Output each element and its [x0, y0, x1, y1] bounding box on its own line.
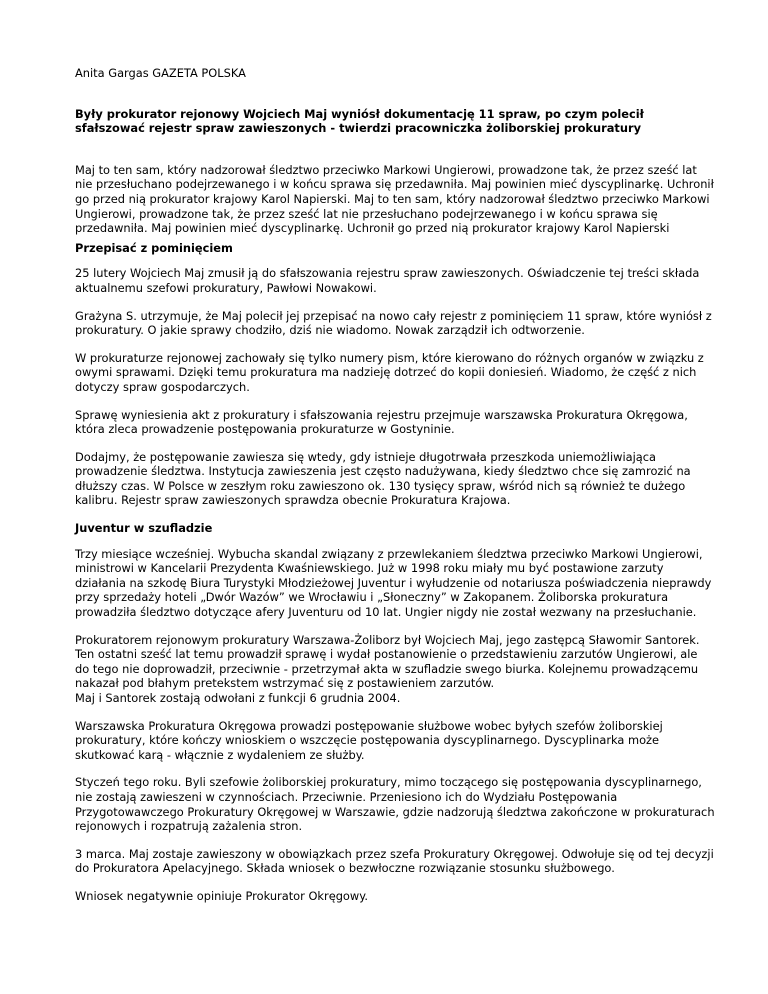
paragraph: 3 marca. Maj zostaje zawieszony w obowiązkach przez szefa Prokuratury Okręgowej. Odwołuje się od tej decyzji do Prokuratora Apelacyjnego. Składa wniosek o bezwłoczne rozwiązanie stosunku służbowego.	[75, 846, 714, 876]
byline: Anita Gargas GAZETA POLSKA	[75, 66, 246, 80]
document-page	[75, 66, 715, 917]
paragraph: Prokuratorem rejonowym prokuratury Warszawa-Żoliborz był Wojciech Maj, jego zastępcą Sławomir Santorek. Ten ostatni sześć lat temu prowadził sprawę i wydał postanowienie o przedstawieniu zarzutów Ungierowi, ale do tego nie doprowadził, przeciwnie - przetrzymał akta w szufladzie swego biurka. Kolejnemu prowadzącemu nakazał pod błahym pretekstem wstrzymać się z postawieniem zarzutów. Maj i Santorek zostają odwołani z funkcji 6 grudnia 2004.	[75, 632, 700, 705]
paragraph: Styczeń tego roku. Byli szefowie żoliborskiej prokuratury, mimo toczącego się postępowania dyscyplinarnego, nie zostają zawieszeni w czynnościach. Przeciwnie. Przeniesiono ich do Wydziału Postępowania Przygotowawczego Prokuratury Okręgowej w Warszawie, gdzie nadzorują śledztwa zakończone w prokuraturach rejonowych i rozpatrują zażalenia stron.	[75, 775, 715, 834]
section-heading-juventur: Juventur w szufladzie	[75, 521, 213, 536]
article-lead: Były prokurator rejonowy Wojciech Maj wyniósł dokumentację 11 spraw, po czym polecił sfałszować rejestr spraw zawieszonych - twierdzi pracowniczka żoliborskiej prokuratury	[75, 106, 644, 136]
section-heading-przepisac: Przepisać z pominięciem	[75, 240, 233, 255]
paragraph: Grażyna S. utrzymuje, że Maj polecił jej przepisać na nowo cały rejestr z pominięciem 11 spraw, które wyniósł z prokuratury. O jakie sprawy chodziło, dziś nie wiadomo. Nowak zarządził ich odtworzenie.	[75, 308, 712, 338]
paragraph: Sprawę wyniesienia akt z prokuratury i sfałszowania rejestru przejmuje warszawska Prokuratura Okręgowa, która zleca prowadzenie postępowania prokuraturze w Gostyninie.	[75, 407, 688, 437]
paragraph: Wniosek negatywnie opiniuje Prokurator Okręgowy.	[75, 888, 368, 903]
paragraph: W prokuraturze rejonowej zachowały się tylko numery pism, które kierowano do różnych organów w związku z owymi sprawami. Dzięki temu prokuratura ma nadzieję dotrzeć do kopii doniesień. Wiadomo, że część z nich dotyczy spraw gospodarczych.	[75, 350, 704, 394]
paragraph: Trzy miesiące wcześniej. Wybucha skandal związany z przewlekaniem śledztwa przeciwko Markowi Ungierowi, ministrowi w Kancelarii Prezydenta Kwaśniewskiego. Już w 1998 roku miały mu być postawione zarzuty działania na szkodę Biura Turystyki Młodzieżowej Juventur i wyłudzenie od notariusza poświadczenia nieprawdy przy sprzedaży hoteli „Dwór Wazów” we Wrocławiu i „Słoneczny” w Zakopanem. Żoliborska prokuratura prowadziła śledztwo dotyczące afery Juventuru od 10 lat. Ungier nigdy nie został wezwany na przesłuchanie.	[75, 546, 712, 620]
paragraph: Warszawska Prokuratura Okręgowa prowadzi postępowanie służbowe wobec byłych szefów żoliborskiej prokuratury, które kończy wnioskiem o wszczęcie postępowania dyscyplinarnego. Dyscyplinarka może skutkować karą - włącznie z wydaleniem ze służby.	[75, 718, 663, 762]
paragraph: 25 lutery Wojciech Maj zmusił ją do sfałszowania rejestru spraw zawieszonych. Oświadczenie tej treści składa aktualnemu szefowi prokuratury, Pawłowi Nowakowi.	[75, 266, 700, 295]
paragraph: Dodajmy, że postępowanie zawiesza się wtedy, gdy istnieje długotrwała przeszkoda uniemożliwiająca prowadzenie śledztwa. Instytucja zawieszenia jest często nadużywana, kiedy śledztwo chce się zamrozić na dłuższy czas. W Polsce w zeszłym roku zawieszono ok. 130 tysięcy spraw, wśród nich są również te dużego kalibru. Rejestr spraw zawieszonych sprawdza obecnie Prokuratura Krajowa.	[75, 449, 691, 508]
intro-paragraph: Maj to ten sam, który nadzorował śledztwo przeciwko Markowi Ungierowi, prowadzone tak, że przez sześć lat nie przesłuchano podejrzewanego i w końcu sprawa się przedawniła. Maj powinien mieć dyscyplinarkę. Uchronił go przed nią prokurator krajowy Karol Napierski. Maj to ten sam, który nadzorował śledztwo przeciwko Markowi Ungierowi, prowadzone tak, że przez sześć lat nie przesłuchano podejrzewanego i w końcu sprawa się przedawniła. Maj powinien mieć dyscyplinarkę. Uchronił go przed nią prokurator krajowy Karol Napierski	[75, 162, 714, 236]
